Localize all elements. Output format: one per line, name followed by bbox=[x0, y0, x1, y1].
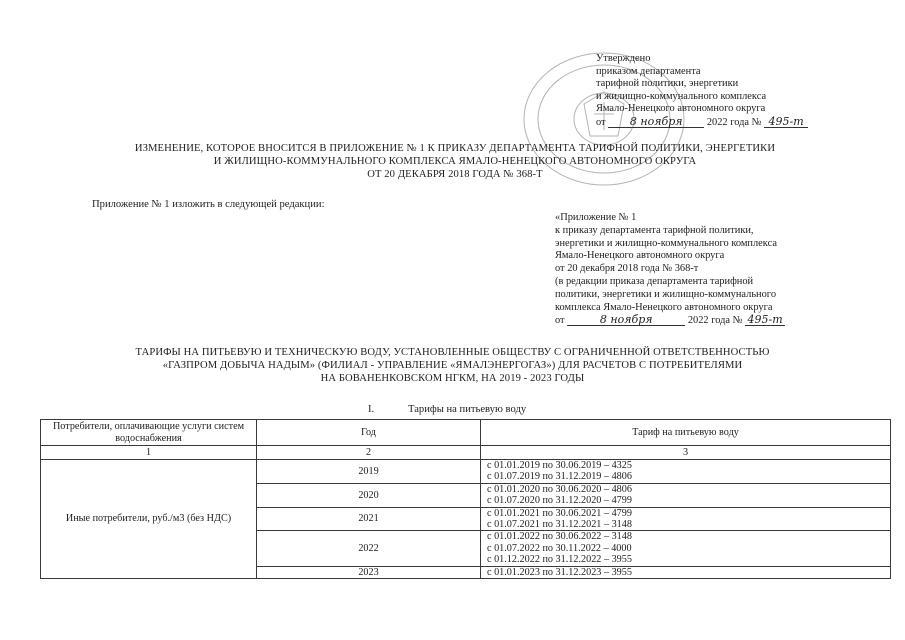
column-number: 2 bbox=[257, 446, 481, 460]
annex-line: к приказу департамента тарифной политики, bbox=[555, 224, 754, 236]
tariff-cell bbox=[481, 531, 891, 566]
document-title-line: ОТ 20 ДЕКАБРЯ 2018 ГОДА № 368-Т bbox=[367, 168, 543, 180]
document-title bbox=[40, 143, 870, 181]
year-cell: 2019 bbox=[257, 460, 481, 484]
approval-number-handwritten: 495-т bbox=[764, 116, 808, 128]
annex-date-year: 2022 года № bbox=[687, 315, 743, 327]
table-row bbox=[41, 460, 891, 484]
annex-number-handwritten: 495-т bbox=[745, 314, 785, 326]
tariff-period: с 01.01.2019 по 30.06.2019 – 4325 bbox=[487, 460, 632, 471]
tariff-period: с 01.07.2020 по 31.12.2020 – 4799 bbox=[487, 495, 632, 507]
annex-block bbox=[555, 212, 875, 328]
section-heading bbox=[368, 404, 526, 415]
header-consumers: Потребители, оплачивающие услуги систем водоснабжения bbox=[41, 420, 257, 446]
tariff-table bbox=[40, 419, 891, 579]
approval-line: приказом департамента bbox=[596, 65, 701, 77]
tariff-period: с 01.01.2023 по 31.12.2023 – 3955 bbox=[487, 566, 632, 578]
year-cell: 2020 bbox=[257, 483, 481, 507]
approval-line: тарифной политики, энергетики bbox=[596, 78, 739, 90]
tariff-cell bbox=[481, 460, 891, 484]
tariff-cell bbox=[481, 566, 891, 578]
year-cell: 2021 bbox=[257, 507, 481, 531]
annex-date-handwritten: 8 ноября bbox=[567, 314, 685, 326]
tariff-period: с 01.12.2022 по 31.12.2022 – 3955 bbox=[487, 554, 632, 566]
annex-line: энергетики и жилищно-коммунального комплекса bbox=[555, 237, 777, 249]
tariff-title-line: «ГАЗПРОМ ДОБЫЧА НАДЫМ» (ФИЛИАЛ - УПРАВЛЕНИЕ «ЯМАЛЭНЕРГОГАЗ») ДЛЯ РАСЧЕТОВ С ПОТРЕБИТЕЛЯМИ bbox=[162, 359, 743, 371]
year-cell: 2022 bbox=[257, 531, 481, 566]
annex-line: политики, энергетики и жилищно-коммунального bbox=[555, 288, 777, 300]
column-number: 1 bbox=[41, 446, 257, 460]
header-year: Год bbox=[257, 420, 481, 446]
annex-date-prefix: от bbox=[555, 315, 565, 327]
document-title-line: ИЗМЕНЕНИЕ, КОТОРОЕ ВНОСИТСЯ В ПРИЛОЖЕНИЕ № 1 К ПРИКАЗУ ДЕПАРТАМЕНТА ТАРИФНОЙ ПОЛИТИКИ, ЭНЕРГЕТИКИ bbox=[134, 143, 776, 154]
section-number: I. bbox=[368, 404, 375, 415]
annex-date-line bbox=[555, 314, 875, 328]
tariff-period: с 01.07.2021 по 31.12.2021 – 3148 bbox=[487, 519, 632, 531]
document-title-line: И ЖИЛИЩНО-КОММУНАЛЬНОГО КОМПЛЕКСА ЯМАЛО-НЕНЕЦКОГО АВТОНОМНОГО ОКРУГА bbox=[213, 155, 697, 167]
tariff-title-line: ТАРИФЫ НА ПИТЬЕВУЮ И ТЕХНИЧЕСКУЮ ВОДУ, УСТАНОВЛЕННЫЕ ОБЩЕСТВУ С ОГРАНИЧЕННОЙ ОТВЕТСТВЕННОСТЬЮ bbox=[135, 347, 770, 358]
annex-line: от 20 декабря 2018 года № 368-т bbox=[555, 263, 699, 275]
approval-date-prefix: от bbox=[596, 116, 606, 128]
approval-line: Утверждено bbox=[596, 53, 651, 64]
approval-date-handwritten: 8 ноября bbox=[608, 116, 704, 128]
tariff-title-line: НА БОВАНЕНКОВСКОМ НГКМ, НА 2019 - 2023 ГОДЫ bbox=[320, 372, 585, 384]
tariff-period: с 01.01.2021 по 30.06.2021 – 4799 bbox=[487, 507, 632, 519]
approval-block bbox=[596, 53, 866, 130]
section-title: Тарифы на питьевую воду bbox=[408, 404, 527, 415]
tariff-period: с 01.01.2022 по 30.06.2022 – 3148 bbox=[487, 531, 632, 543]
header-tariff: Тариф на питьевую воду bbox=[481, 420, 891, 446]
consumer-cell: Иные потребители, руб./м3 (без НДС) bbox=[41, 460, 257, 579]
annex-line: «Приложение № 1 bbox=[555, 212, 637, 223]
annex-line: Ямало-Ненецкого автономного округа bbox=[555, 250, 725, 262]
tariff-title bbox=[30, 347, 875, 385]
approval-line: и жилищно-коммунального комплекса bbox=[596, 90, 767, 102]
tariff-cell bbox=[481, 483, 891, 507]
year-cell: 2023 bbox=[257, 566, 481, 578]
column-number: 3 bbox=[481, 446, 891, 460]
table-header-row bbox=[41, 420, 891, 446]
approval-date-line bbox=[596, 116, 866, 130]
intro-text: Приложение № 1 изложить в следующей редакции: bbox=[92, 199, 325, 210]
annex-line: (в редакции приказа департамента тарифной bbox=[555, 275, 754, 287]
tariff-period: с 01.07.2022 по 30.11.2022 – 4000 bbox=[487, 542, 632, 554]
approval-line: Ямало-Ненецкого автономного округа bbox=[596, 103, 766, 115]
table-number-row bbox=[41, 446, 891, 460]
approval-date-year: 2022 года № bbox=[706, 116, 762, 128]
tariff-period: с 01.01.2020 по 30.06.2020 – 4806 bbox=[487, 483, 632, 495]
tariff-period: с 01.07.2019 по 31.12.2019 – 4806 bbox=[487, 471, 632, 483]
annex-line: комплекса Ямало-Ненецкого автономного округа bbox=[555, 301, 773, 313]
tariff-cell bbox=[481, 507, 891, 531]
